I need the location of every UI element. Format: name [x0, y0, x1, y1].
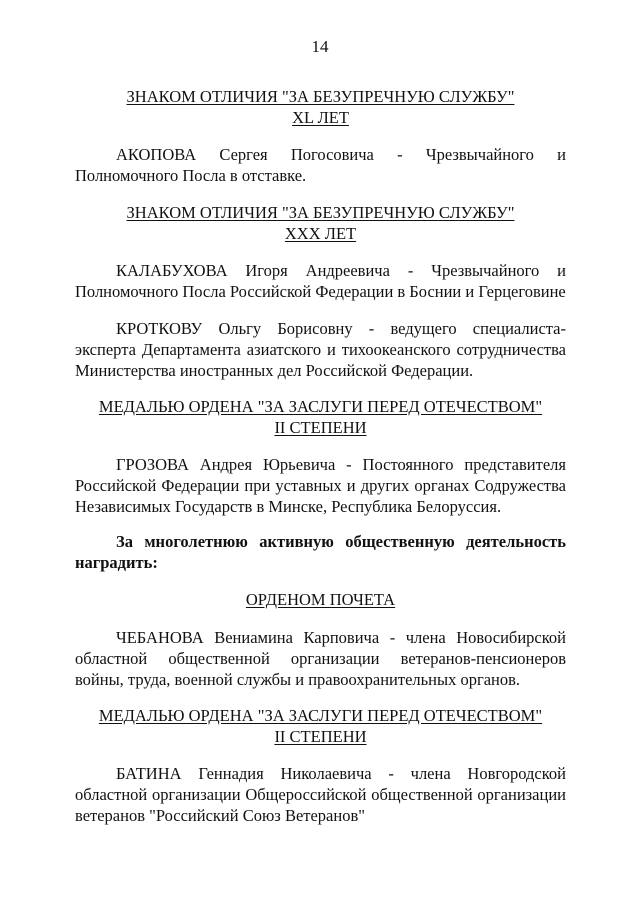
award-recipient-paragraph: АКОПОВА Сергея Погосовича - Чрезвычайного и Полномочного Посла в отставке.: [75, 145, 566, 185]
award-recipient-paragraph: ГРОЗОВА Андрея Юрьевича - Постоянного представителя Российской Федерации при уставных и других органах Содружества Независимых Государств в Минске, Республика Белоруссия.: [75, 455, 566, 516]
award-heading-degree: XXX ЛЕТ: [284, 224, 357, 243]
award-heading-degree: II СТЕПЕНИ: [274, 418, 367, 437]
award-recipient-paragraph: ЧЕБАНОВА Вениамина Карповича - члена Новосибирской областной общественной организации ветеранов-пенсионеров войны, труда, военной службы и правоохранительных органов.: [75, 628, 566, 689]
award-heading-line: МЕДАЛЬЮ ОРДЕНА "ЗА ЗАСЛУГИ ПЕРЕД ОТЕЧЕСТВОМ": [98, 397, 543, 416]
award-heading: [75, 396, 566, 438]
award-heading: [75, 86, 566, 128]
award-heading-line: ЗНАКОМ ОТЛИЧИЯ "ЗА БЕЗУПРЕЧНУЮ СЛУЖБУ": [126, 87, 515, 106]
award-heading: [75, 589, 566, 610]
page-number: 14: [311, 37, 329, 56]
award-recipient-paragraph: БАТИНА Геннадия Николаевича - члена Новгородской областной организации Общероссийской общественной организации ветеранов "Российский Союз Ветеранов": [75, 764, 566, 825]
award-heading-line: МЕДАЛЬЮ ОРДЕНА "ЗА ЗАСЛУГИ ПЕРЕД ОТЕЧЕСТВОМ": [98, 706, 543, 725]
award-heading-degree: XL ЛЕТ: [292, 108, 349, 127]
award-recipient-paragraph: КРОТКОВУ Ольгу Борисовну - ведущего специалиста-эксперта Департамента азиатского и тихоокеанского сотрудничества Министерства иностранных дел Российской Федерации.: [75, 319, 566, 380]
award-heading-line: ОРДЕНОМ ПОЧЕТА: [245, 590, 396, 609]
award-heading: [75, 705, 566, 747]
award-heading: [75, 202, 566, 244]
decree-statement: За многолетнюю активную общественную деятельность наградить:: [75, 532, 566, 572]
award-heading-degree: II СТЕПЕНИ: [274, 727, 367, 746]
award-recipient-paragraph: КАЛАБУХОВА Игоря Андреевича - Чрезвычайного и Полномочного Посла Российской Федерации в Боснии и Герцеговине: [75, 261, 566, 301]
award-heading-line: ЗНАКОМ ОТЛИЧИЯ "ЗА БЕЗУПРЕЧНУЮ СЛУЖБУ": [126, 203, 515, 222]
